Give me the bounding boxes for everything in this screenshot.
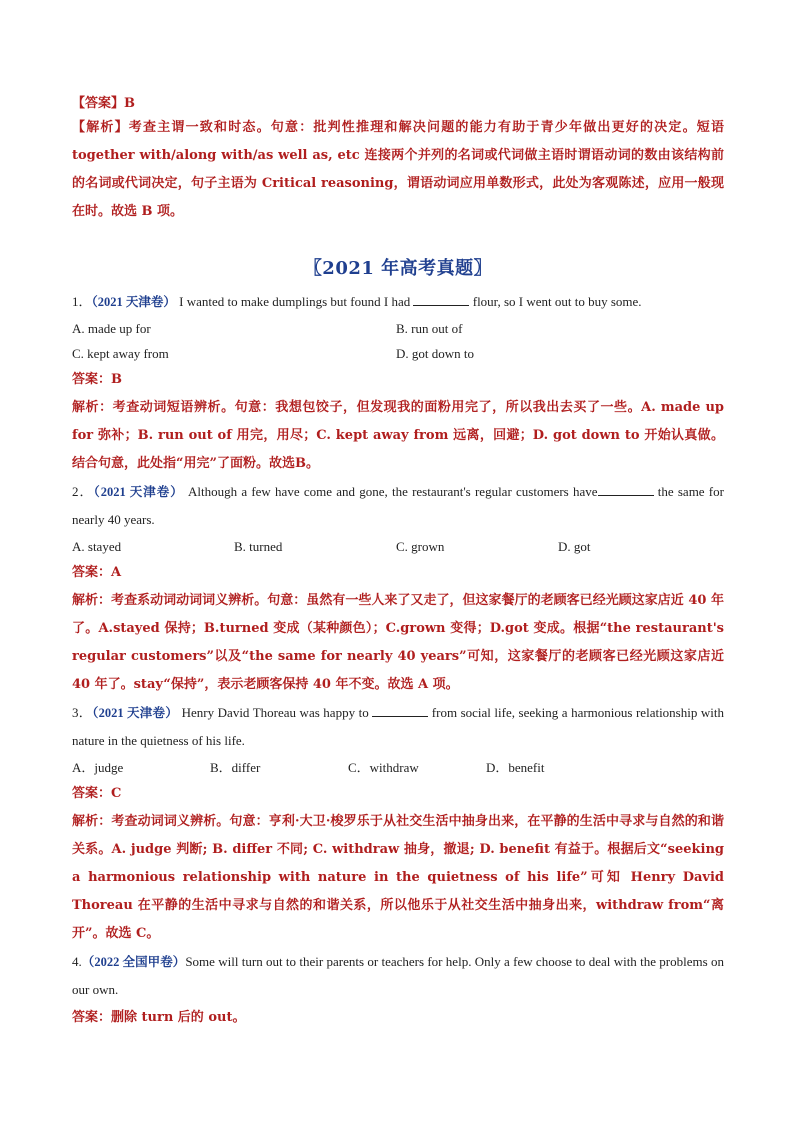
option-c: C. kept away from xyxy=(72,346,169,361)
option-c: C. grown xyxy=(396,539,445,554)
question-4 xyxy=(72,948,724,1032)
question-3 xyxy=(72,699,724,948)
section-title: 〖2021 年高考真题〗 xyxy=(303,258,493,279)
question-source: （2022 全国甲卷） xyxy=(81,955,186,969)
section-title-wrap xyxy=(72,256,724,282)
question-source: （2021 天津卷） xyxy=(92,706,179,720)
answer-label: 答案：B xyxy=(72,372,122,387)
answer-explanation: 解析：考查动词短语辨析。句意：我想包饺子，但发现我的面粉用完了，所以我出去买了一些。A. made up for 弥补；B. run out of 用完，用尽；C. kept away from 远离，回避；D. got down to 开始认真做。结合句意，此处指“用完”了面粉。故选B。 xyxy=(72,400,724,471)
option-a: A．judge xyxy=(72,760,124,775)
option-a: A. stayed xyxy=(72,539,122,554)
question-stem xyxy=(72,288,724,316)
answer-blank xyxy=(372,704,428,717)
stem-text-after: flour, so I went out to buy some. xyxy=(472,294,642,309)
top-answer-explanation: 【解析】考查主谓一致和时态。句意：批判性推理和解决问题的能力有助于青少年做出更好的决定。短语 together with/along with/as well as, etc 连接两个并列的名词或代词做主语时谓语动词的数由该结构前的名词或代词决定，句子主语为 Critical reasoning，谓语动词应用单数形式，此处为客观陈述，应用一般现在时。故选 B 项。 xyxy=(72,120,724,219)
stem-text-before: Although a few have come and gone, the restaurant's regular customers have xyxy=(187,484,598,499)
answer-blank xyxy=(598,483,654,496)
stem-text-after: the same for nearly 40 years. xyxy=(72,484,724,527)
options-row xyxy=(72,755,724,780)
question-1 xyxy=(72,288,724,478)
top-answer-label: 【答案】B xyxy=(72,96,135,111)
options-row xyxy=(72,534,724,559)
question-2 xyxy=(72,478,724,699)
question-stem xyxy=(72,699,724,755)
option-b: B. run out of xyxy=(396,321,463,336)
answer-blank xyxy=(413,293,469,306)
answer-explanation: 解析：考查系动词动词词义辨析。句意：虽然有一些人来了又走了，但这家餐厅的老顾客已经光顾这家店近 40 年了。A.stayed 保持；B.turned 变成（某种颜色）；C.grown 变得；D.got 变成。根据“the restaurant's regular customers”以及“the same for nearly 40 years”可知，这家餐厅的老顾客已经光顾这家店近40 年了。stay“保持”，表示老顾客保持 40 年不变。故选 A 项。 xyxy=(72,593,724,692)
option-d: D. got down to xyxy=(396,346,474,361)
stem-text: Some will turn out to their parents or teachers for help. Only a few choose to deal with the problems on our own. xyxy=(72,954,724,997)
question-stem xyxy=(72,948,724,1004)
option-b: B．differ xyxy=(210,760,261,775)
answer-label: 答案：A xyxy=(72,565,122,580)
question-number: 1． xyxy=(72,294,92,309)
question-number: 4. xyxy=(72,954,82,969)
option-d: D．benefit xyxy=(486,760,545,775)
stem-text-before: Henry David Thoreau was happy to xyxy=(181,705,369,720)
question-stem xyxy=(72,478,724,534)
options-row xyxy=(72,316,724,341)
options-row xyxy=(72,341,724,366)
answer-label: 答案：删除 turn 后的 out。 xyxy=(72,1010,246,1025)
page-content xyxy=(72,94,724,1032)
option-a: A. made up for xyxy=(72,321,151,336)
option-c: C．withdraw xyxy=(348,760,419,775)
answer-explanation: 解析：考查动词词义辨析。句意：亨利·大卫·梭罗乐于从社交生活中抽身出来，在平静的生活中寻求与自然的和谐关系。A. judge 判断; B. differ 不同; C. withdraw 抽身，撤退; D. benefit 有益于。根据后文“seeking a harmonious relationship with nature in the quietness of his life”可知 Henry David Thoreau 在平静的生活中寻求与自然的和谐关系，所以他乐于从社交生活中抽身出来，withdraw from“离开”。故选 C。 xyxy=(72,814,724,941)
question-source: （2021 天津卷） xyxy=(91,295,176,309)
question-number: 3． xyxy=(72,705,93,720)
question-source: （2021 天津卷） xyxy=(93,485,184,499)
stem-text-before: I wanted to make dumplings but found I had xyxy=(179,294,411,309)
answer-label: 答案：C xyxy=(72,786,122,801)
option-b: B. turned xyxy=(234,539,283,554)
option-d: D. got xyxy=(558,539,591,554)
question-number: 2． xyxy=(72,484,94,499)
stem-text-after: from social life, seeking a harmonious relationship with nature in the quietness of his life. xyxy=(72,705,724,748)
